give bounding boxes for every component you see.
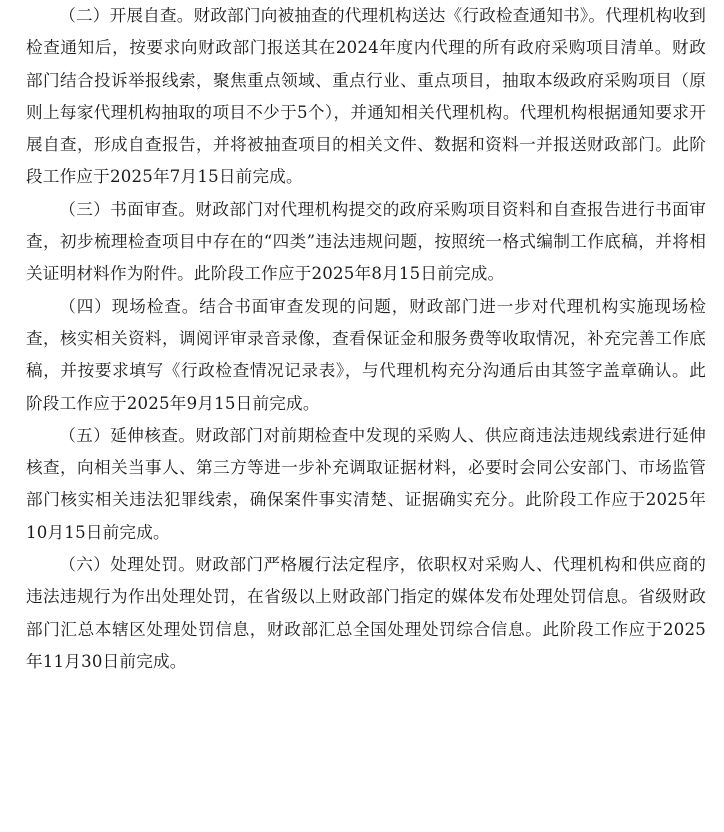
paragraph-penalty-handling: （六）处理处罚。财政部门严格履行法定程序，依职权对采购人、代理机构和供应商的违法违规行为作出处理处罚，在省级以上财政部门指定的媒体发布处理处罚信息。省级财政部门汇总本辖区处理处罚信息，财政部汇总全国处理处罚综合信息。此阶段工作应于2025年11月30日前完成。 <box>26 555 706 671</box>
paragraph-self-inspection: （二）开展自查。财政部门向被抽查的代理机构送达《行政检查通知书》。代理机构收到检查通知后，按要求向财政部门报送其在2024年度内代理的所有政府采购项目清单。财政部门结合投诉举报线索，聚焦重点领域、重点行业、重点项目，抽取本级政府采购项目（原则上每家代理机构抽取的项目不少于5个），并通知相关代理机构。代理机构根据通知要求开展自查，形成自查报告，并将被抽查项目的相关文件、数据和资料一并报送财政部门。此阶段工作应于2025年7月15日前完成。 <box>26 6 706 187</box>
paragraph-onsite-inspection: （四）现场检查。结合书面审查发现的问题，财政部门进一步对代理机构实施现场检查，核实相关资料，调阅评审录音录像，查看保证金和服务费等收取情况，补充完善工作底稿，并按要求填写《行政检查情况记录表》，与代理机构充分沟通后由其签字盖章确认。此阶段工作应于2025年9月15日前完成。 <box>26 296 706 413</box>
paragraph-written-review: （三）书面审查。财政部门对代理机构提交的政府采购项目资料和自查报告进行书面审查，初步梳理检查项目中存在的“四类”违法违规问题，按照统一格式编制工作底稿，并将相关证明材料作为附件。此阶段工作应于2025年8月15日前完成。 <box>26 199 706 284</box>
document-body <box>26 0 706 678</box>
paragraph-extended-verification: （五）延伸核查。财政部门对前期检查中发现的采购人、供应商违法违规线索进行延伸核查，向相关当事人、第三方等进一步补充调取证据材料，必要时会同公安部门、市场监管部门核实相关违法犯罪线索，确保案件事实清楚、证据确实充分。此阶段工作应于2025年10月15日前完成。 <box>26 425 706 542</box>
